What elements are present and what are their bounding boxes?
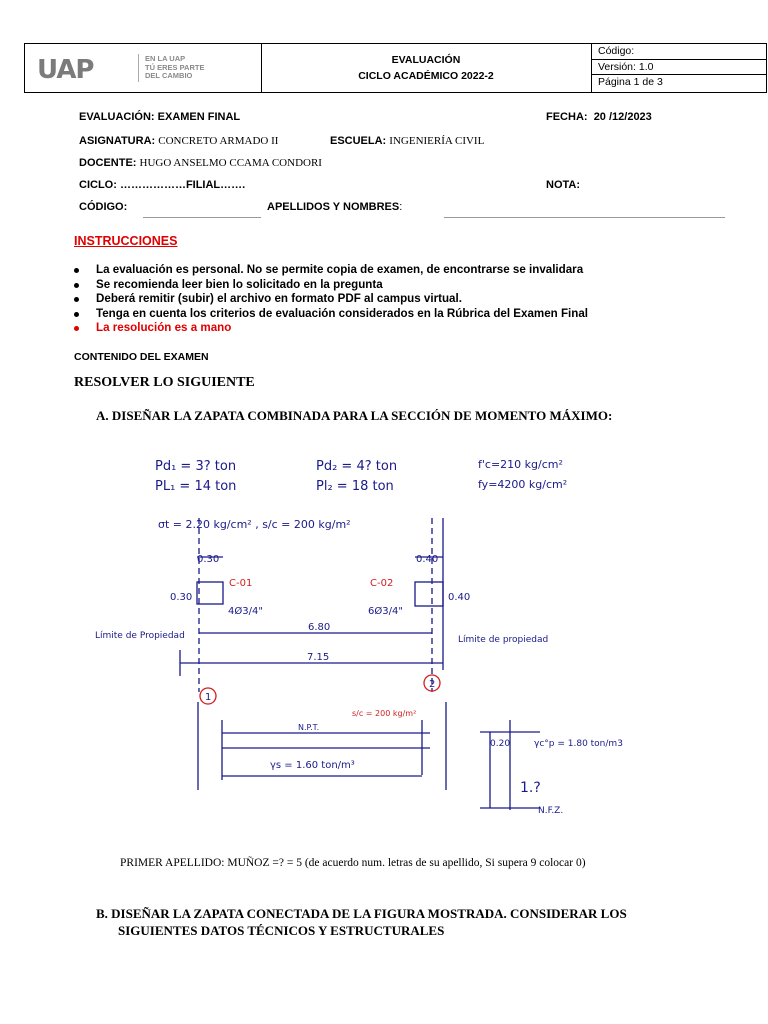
instructions-title: INSTRUCCIONES	[74, 234, 178, 248]
logo-tagline-line: TÚ ERES PARTE	[145, 62, 205, 72]
npt-label: N.P.T.	[298, 723, 320, 732]
fecha-row	[546, 111, 652, 123]
document-header	[24, 43, 767, 93]
axis-2-label: 2	[429, 679, 436, 690]
escuela-value: INGENIERÍA CIVIL	[389, 135, 485, 147]
fc-label: f'c=210 kg/cm²	[478, 458, 563, 471]
bullet-icon	[74, 326, 79, 331]
docente-label: DOCENTE:	[79, 157, 137, 169]
asignatura-row	[79, 135, 278, 147]
fecha-value: 20 /12/2023	[593, 111, 652, 123]
soil-label: σt = 2.20 kg/cm² , s/c = 200 kg/m²	[158, 518, 351, 531]
limit-left-label: Límite de Propiedad	[95, 631, 185, 641]
evaluacion-label: EVALUACIÓN:	[79, 111, 155, 123]
docente-value: HUGO ANSELMO CCAMA CONDORI	[139, 157, 322, 169]
combined-footing-drawing	[0, 430, 768, 830]
span-inner: 6.80	[308, 622, 331, 633]
escuela-label: ESCUELA:	[330, 135, 387, 147]
ciclo-text: CICLO: ………………FILIAL…….	[79, 179, 246, 191]
docente-row	[79, 157, 322, 169]
bullet-icon	[74, 297, 79, 302]
apellidos-colon: :	[399, 201, 403, 213]
logo-cell	[25, 44, 262, 92]
nota-row	[546, 179, 580, 191]
apellidos-fill-line[interactable]	[444, 217, 725, 218]
logo-tagline-line: EN LA UAP	[145, 54, 186, 63]
meta-cell	[592, 44, 767, 92]
col1-name: C-01	[229, 578, 253, 589]
limit-right-label: Límite de propiedad	[458, 635, 549, 645]
ciclo-row	[79, 179, 245, 191]
apellidos-row	[267, 201, 402, 213]
logo-tagline	[145, 55, 204, 81]
codigo-row	[79, 201, 127, 213]
column-c02	[415, 582, 443, 606]
fy-label: fy=4200 kg/cm²	[478, 478, 568, 491]
instruction-item	[74, 292, 588, 307]
pl2-label: Pl₂ = 18 ton	[316, 479, 394, 494]
col2-bars: 6Ø3/4"	[368, 606, 403, 617]
col2-name: C-02	[370, 578, 394, 589]
col2-dim-side: 0.40	[448, 592, 471, 603]
question-a: A. DISEÑAR LA ZAPATA COMBINADA PARA LA SECCIÓN DE MOMENTO MÁXIMO:	[96, 408, 613, 423]
pl1-label: PL₁ = 14 ton	[155, 479, 237, 494]
instructions-list	[74, 263, 588, 336]
instruction-item	[74, 307, 588, 322]
col1-bars: 4Ø3/4"	[228, 606, 263, 617]
escuela-row	[330, 135, 484, 147]
evaluacion-row	[79, 111, 240, 123]
logo-divider	[138, 54, 139, 82]
nota-label: NOTA:	[546, 179, 581, 191]
bullet-icon	[74, 312, 79, 317]
codigo-label: CÓDIGO:	[79, 201, 128, 213]
pd2-label: Pd₂ = 4? ton	[316, 459, 398, 474]
contenido-label: CONTENIDO DEL EXAMEN	[74, 351, 209, 363]
header-subtitle: CICLO ACADÉMICO 2022-2	[358, 70, 494, 82]
bullet-icon	[74, 268, 79, 273]
bullet-icon	[74, 283, 79, 288]
page-label: Página 1 de 3	[598, 76, 663, 89]
axis-1-label: 1	[205, 692, 212, 703]
version-label: Versión: 1.0	[592, 60, 767, 76]
col1-dim-side: 0.30	[170, 592, 193, 603]
depth-label: 1.?	[520, 780, 541, 796]
apellidos-label: APELLIDOS Y NOMBRES	[267, 201, 400, 213]
col1-dim-top: 0.30	[197, 554, 220, 565]
asignatura-label: ASIGNATURA:	[79, 135, 156, 147]
instruction-item	[74, 278, 588, 293]
column-c01	[197, 582, 223, 604]
instruction-item	[74, 263, 588, 278]
fecha-label: FECHA:	[546, 111, 588, 123]
header-title: EVALUACIÓN	[391, 54, 461, 66]
question-b-line-2: SIGUIENTES DATOS TÉCNICOS Y ESTRUCTURALES	[118, 923, 445, 938]
slab-thk-label: 0.20	[490, 739, 511, 749]
asignatura-value: CONCRETO ARMADO II	[158, 135, 279, 147]
col2-dim-top: 0.40	[416, 554, 439, 565]
instruction-text: Tenga en cuenta los criterios de evaluación considerados en la Rúbrica del Examen Final	[96, 306, 589, 320]
gamma-s-label: γs = 1.60 ton/m³	[270, 760, 355, 771]
pd1-label: Pd₁ = 3? ton	[155, 459, 237, 474]
span-outer: 7.15	[307, 652, 330, 663]
title-cell	[261, 44, 592, 92]
instruction-text: La evaluación es personal. No se permite copia de examen, de encontrarse se invalidara	[96, 263, 584, 276]
question-b-line-1: B. DISEÑAR LA ZAPATA CONECTADA DE LA FIGURA MOSTRADA. CONSIDERAR LOS	[96, 906, 627, 921]
nfz-label: N.F.Z.	[538, 806, 564, 816]
apellido-note: PRIMER APELLIDO: MUÑOZ =? = 5 (de acuerdo num. letras de su apellido, Si supera 9 colocar 0)	[120, 857, 586, 869]
instruction-text: Se recomienda leer bien lo solicitado en la pregunta	[96, 277, 383, 291]
code-label: Código:	[592, 44, 767, 60]
instruction-text: La resolución es a mano	[96, 321, 232, 334]
resolver-heading: RESOLVER LO SIGUIENTE	[74, 375, 255, 390]
instruction-item	[74, 321, 588, 336]
sc-floor-label: s/c = 200 kg/m²	[352, 709, 417, 718]
logo-tagline-line: DEL CAMBIO	[145, 71, 193, 80]
codigo-fill-line[interactable]	[143, 217, 261, 218]
gamma-c-label: γc°p = 1.80 ton/m3	[534, 739, 623, 749]
evaluacion-value: EXAMEN FINAL	[157, 111, 241, 123]
instruction-text: Deberá remitir (subir) el archivo en formato PDF al campus virtual.	[96, 292, 462, 305]
uap-logo: UAP	[37, 55, 94, 85]
